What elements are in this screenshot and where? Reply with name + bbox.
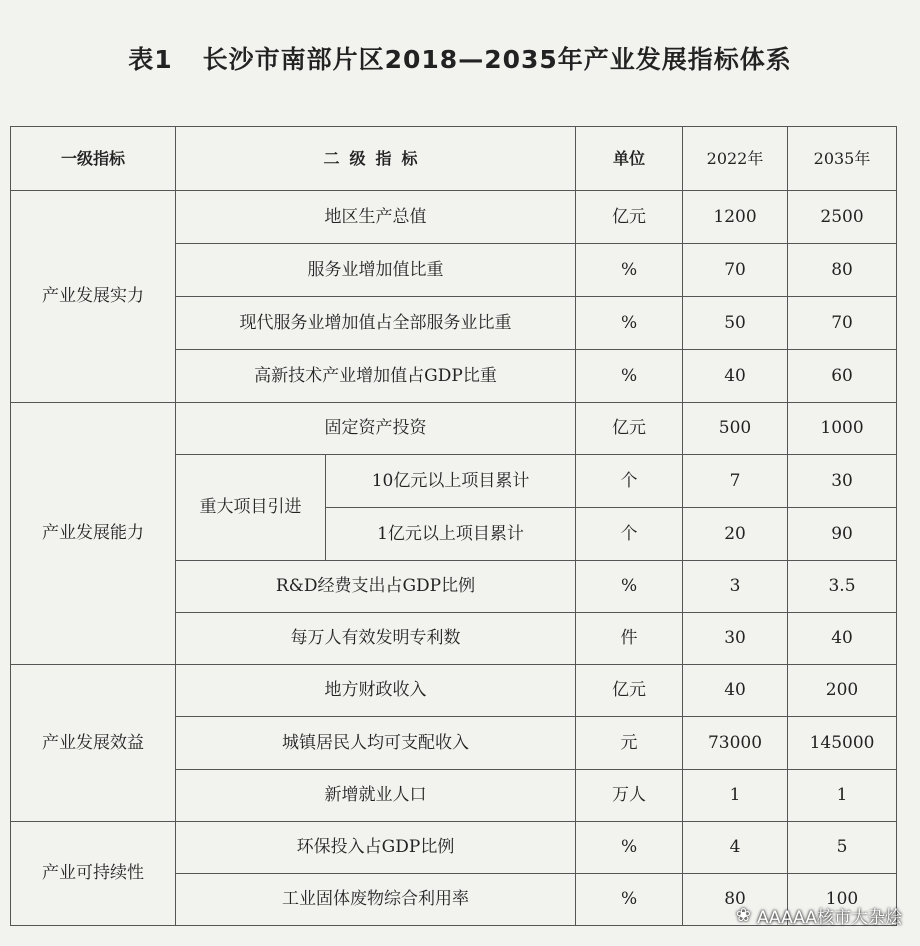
unit-cell: % [576,874,683,926]
indicator-cell: 固定资产投资 [176,403,576,455]
group-name: 产业发展实力 [11,191,176,403]
value-2022-cell: 3 [683,561,788,613]
header-2035: 2035年 [788,127,897,191]
unit-cell: 亿元 [576,665,683,717]
watermark-text: AAAAA核市大杂烩 [756,908,902,928]
indicator-cell: 现代服务业增加值占全部服务业比重 [176,297,576,350]
unit-cell: 元 [576,717,683,770]
table-row [11,665,897,717]
value-2022-cell: 40 [683,350,788,403]
unit-cell: % [576,561,683,613]
header-2022: 2022年 [683,127,788,191]
indicator-cell: 1亿元以上项目累计 [326,508,576,561]
unit-cell: % [576,350,683,403]
value-2022-cell: 1200 [683,191,788,244]
header-level1: 一级指标 [11,127,176,191]
indicator-cell: 环保投入占GDP比例 [176,822,576,874]
header-unit: 单位 [576,127,683,191]
wechat-icon: ❀ [735,905,751,926]
indicator-cell: R&D经费支出占GDP比例 [176,561,576,613]
value-2022-cell: 500 [683,403,788,455]
value-2022-cell: 73000 [683,717,788,770]
unit-cell: 万人 [576,770,683,822]
value-2035-cell: 1 [788,770,897,822]
unit-cell: 亿元 [576,403,683,455]
watermark [736,903,902,928]
table-row [11,403,897,455]
table-title-text: 长沙市南部片区2018—2035年产业发展指标体系 [202,45,792,74]
value-2035-cell: 80 [788,244,897,297]
indicator-cell: 新增就业人口 [176,770,576,822]
indicator-cell: 服务业增加值比重 [176,244,576,297]
value-2022-cell: 30 [683,613,788,665]
indicator-table [10,126,897,926]
value-2035-cell: 3.5 [788,561,897,613]
value-2022-cell: 50 [683,297,788,350]
value-2035-cell: 100 [788,874,897,926]
indicator-cell: 工业固体废物综合利用率 [176,874,576,926]
value-2022-cell: 80 [683,874,788,926]
indicator-cell: 每万人有效发明专利数 [176,613,576,665]
table-row [11,191,897,244]
value-2035-cell: 90 [788,508,897,561]
value-2035-cell: 5 [788,822,897,874]
value-2022-cell: 40 [683,665,788,717]
value-2022-cell: 4 [683,822,788,874]
group-name: 产业可持续性 [11,822,176,926]
value-2035-cell: 145000 [788,717,897,770]
unit-cell: 个 [576,455,683,508]
value-2035-cell: 70 [788,297,897,350]
value-2022-cell: 20 [683,508,788,561]
unit-cell: % [576,297,683,350]
table-row [11,822,897,874]
unit-cell: % [576,822,683,874]
value-2035-cell: 1000 [788,403,897,455]
header-level2: 二级指标 [176,127,576,191]
unit-cell: 件 [576,613,683,665]
value-2022-cell: 70 [683,244,788,297]
value-2022-cell: 1 [683,770,788,822]
table-number: 表1 [128,45,173,74]
sub-group-name: 重大项目引进 [176,455,326,561]
indicator-cell: 地区生产总值 [176,191,576,244]
indicator-cell: 城镇居民人均可支配收入 [176,717,576,770]
value-2022-cell: 7 [683,455,788,508]
unit-cell: 亿元 [576,191,683,244]
indicator-cell: 10亿元以上项目累计 [326,455,576,508]
unit-cell: % [576,244,683,297]
value-2035-cell: 2500 [788,191,897,244]
unit-cell: 个 [576,508,683,561]
table-title [0,40,920,76]
group-name: 产业发展能力 [11,403,176,665]
indicator-cell: 高新技术产业增加值占GDP比重 [176,350,576,403]
table-header-row [11,127,897,191]
value-2035-cell: 40 [788,613,897,665]
value-2035-cell: 200 [788,665,897,717]
indicator-cell: 地方财政收入 [176,665,576,717]
group-name: 产业发展效益 [11,665,176,822]
value-2035-cell: 30 [788,455,897,508]
value-2035-cell: 60 [788,350,897,403]
